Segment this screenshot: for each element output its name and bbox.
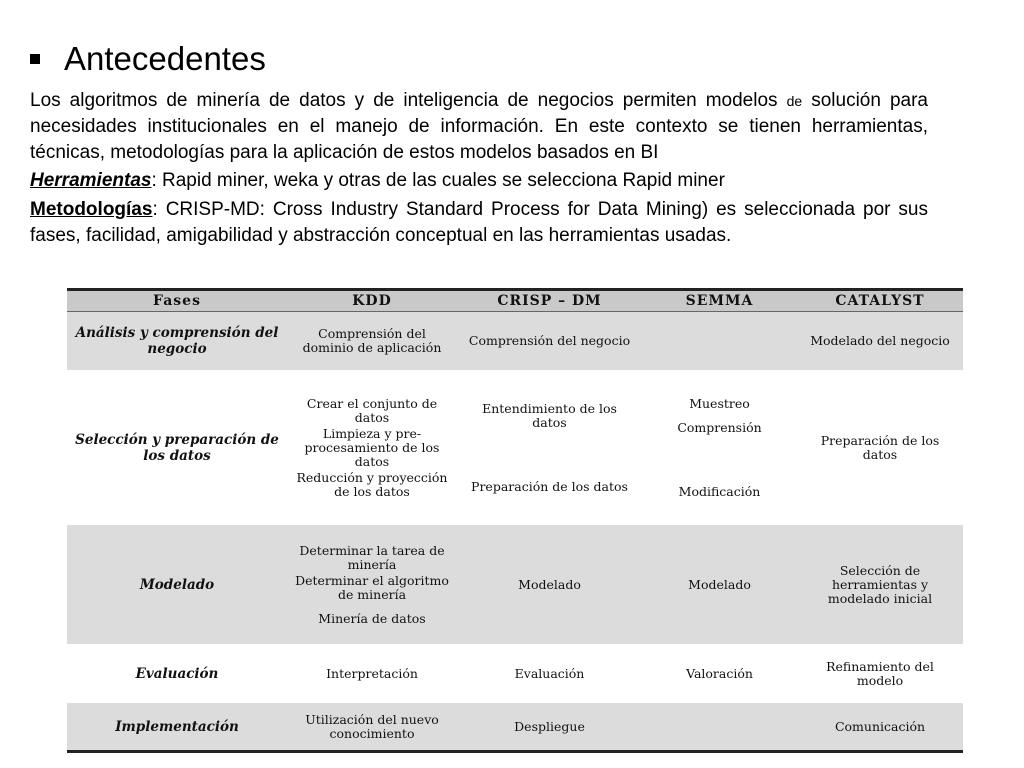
cell-text: Comprensión del dominio de aplicación: [302, 326, 442, 355]
table-header-row: [67, 290, 963, 312]
header-fases: Fases: [67, 290, 287, 312]
methodologies-text: : CRISP-MD: Cross Industry Standard Process for Data Mining) es seleccionada por sus fases, facilidad, amigabilidad y abstracción conceptual en las herramientas usadas.: [30, 199, 928, 246]
semma-cell: [642, 312, 797, 372]
cell-text: Refinamiento del modelo: [826, 658, 934, 688]
header-kdd: KDD: [287, 290, 457, 312]
cell-text: Comprensión: [677, 419, 762, 435]
crisp-cell: [457, 646, 642, 702]
table-row: [67, 372, 963, 524]
semma-cell: [642, 524, 797, 646]
tools-text: : Rapid miner, weka y otras de las cuales se selecciona Rapid miner: [151, 170, 725, 191]
table-row: [67, 524, 963, 646]
catalyst-cell: [797, 702, 963, 752]
crisp-cell: [457, 312, 642, 372]
cell-text: Muestreo: [689, 395, 750, 411]
semma-cell: [642, 372, 797, 524]
phase-cell: Selección y preparación de los datos: [67, 372, 287, 524]
cell-text: Determinar la tarea de minería: [299, 542, 445, 572]
semma-cell: [642, 646, 797, 702]
kdd-cell: [287, 312, 457, 372]
tools-paragraph: [30, 168, 928, 194]
cell-text: Limpieza y pre-procesamiento de los datos: [304, 425, 440, 469]
intro-text-small: de: [786, 93, 803, 109]
cell-text: Preparación de los datos: [471, 478, 628, 494]
cell-text: Minería de datos: [318, 610, 426, 626]
cell-text: Valoración: [686, 665, 753, 681]
square-bullet-icon: [30, 54, 40, 64]
cell-text: Comunicación: [834, 718, 926, 734]
cell-text: Comprensión del negocio: [468, 333, 631, 348]
cell-text: Modificación: [678, 483, 761, 499]
cell-text: Preparación de los datos: [820, 432, 940, 462]
kdd-cell: [287, 524, 457, 646]
methodologies-paragraph: [30, 197, 928, 249]
phase-cell: Implementación: [67, 702, 287, 752]
cell-text: Entendimiento de los datos: [482, 400, 617, 430]
kdd-cell: [287, 372, 457, 524]
intro-paragraph: [30, 88, 928, 166]
intro-text-rest: solución para necesidades institucionales en el manejo de información. En este contexto se tienen herramientas, técnicas, metodologías para la aplicación de estos modelos basados en BI: [30, 90, 928, 163]
cell-text: Utilización del nuevo conocimiento: [305, 711, 439, 741]
phase-cell: Evaluación: [67, 646, 287, 702]
crisp-cell: [457, 702, 642, 752]
methodologies-term: Metodologías: [30, 199, 153, 220]
semma-cell: [642, 702, 797, 752]
methodology-comparison-table: [67, 288, 963, 753]
phase-cell: Análisis y comprensión del negocio: [67, 312, 287, 372]
catalyst-cell: [797, 646, 963, 702]
cell-text: Despliegue: [514, 718, 585, 734]
header-semma: SEMMA: [642, 290, 797, 312]
cell-text: Selección de herramientas y modelado inicial: [827, 562, 933, 606]
cell-text: Interpretación: [326, 665, 418, 681]
cell-text: Crear el conjunto de datos: [306, 395, 438, 425]
crisp-cell: [457, 524, 642, 646]
cell-text: Modelado del negocio: [810, 333, 950, 348]
header-crisp-dm: CRISP – DM: [457, 290, 642, 312]
cell-text: Modelado: [688, 576, 751, 592]
kdd-cell: [287, 702, 457, 752]
cell-text: Reducción y proyección de los datos: [296, 469, 448, 499]
catalyst-cell: [797, 312, 963, 372]
header-catalyst: CATALYST: [797, 290, 963, 312]
crisp-cell: [457, 372, 642, 524]
table-row: [67, 646, 963, 702]
tools-term: Herramientas: [30, 170, 152, 191]
slide-heading: [30, 40, 266, 78]
cell-text: Modelado: [518, 576, 581, 592]
phase-cell: Modelado: [67, 524, 287, 646]
cell-text: Determinar el algoritmo de minería: [295, 572, 449, 602]
table-row: [67, 702, 963, 752]
catalyst-cell: [797, 524, 963, 646]
catalyst-cell: [797, 372, 963, 524]
heading-text: Antecedentes: [64, 40, 266, 77]
cell-text: Evaluación: [514, 665, 585, 681]
table-row: [67, 312, 963, 372]
kdd-cell: [287, 646, 457, 702]
intro-text: Los algoritmos de minería de datos y de inteligencia de negocios permiten modelos: [30, 90, 787, 111]
